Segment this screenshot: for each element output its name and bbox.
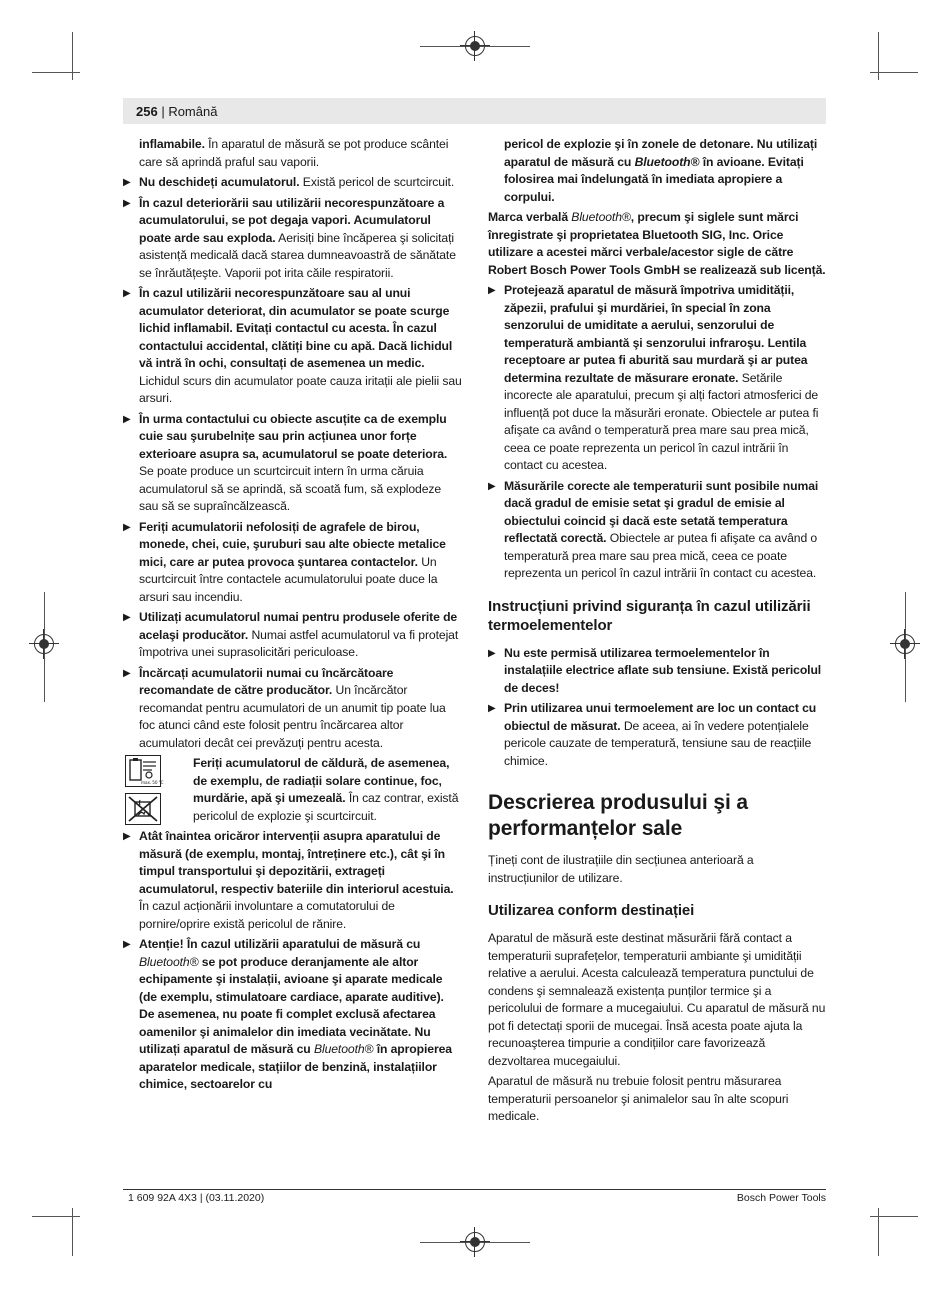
- bullet-item: ▶ Protejează aparatul de măsură împotriva umidității, zăpezii, prafului şi murdăriei, în special în zona senzorului de umiditate a aerului, senzorului de temperatură ambiantă şi senzorului infraroşu. Lentila receptoare ar putea fi aburită sau murdară şi ar putea determina rezultate de măsurare eronate. Setările incorecte ale aparatului, precum şi alți factori atmosferici de influență pot duce la măsurări eronate. Obiectele ar putea fi afişate ca având o temperatură prea mare sau prea mică, ceea ce poate reprezenta un pericol în cazul intrării în contact cu acestea.: [488, 282, 826, 475]
- section-heading: Instrucțiuni privind siguranța în cazul utilizării termoelementelor: [488, 597, 811, 634]
- bullet-item: ▶ În urma contactului cu obiecte ascuțite ca de exemplu cuie sau şurubelnițe sau prin acțiunea unor forțe exterioare asupra sa, acumulatorul se poate deteriora. Se poate produce un scurtcircuit intern în urma căruia acumulatorul să se aprindă, să scoată fum, să explodeze sau să se supraîncălzească.: [123, 411, 462, 516]
- paragraph: Marca verbală Bluetooth®, precum şi siglele sunt mărci înregistrate şi proprietatea Bluetooth SIG, Inc. Orice utilizare a acestei mărci verbale/acestor sigle de către Robert Bosch Power Tools GmbH se realizează sub licență.: [488, 210, 826, 277]
- footer-divider: [123, 1189, 826, 1190]
- left-column: [123, 136, 462, 1097]
- registration-mark-icon: [34, 634, 54, 654]
- crop-mark: [32, 1216, 80, 1217]
- bullet-item: ▶ În cazul deteriorării sau utilizării necorespunzătoare a acumulatorului, se pot degaja vapori. Acumulatorul poate arde sau exploda. Aerisiți bine încăperea şi solicitați asistență medicală dacă starea dumneavoastră de sănătate se înrăutățeşte. Vaporii pot irita căile respiratorii.: [123, 195, 462, 283]
- registration-mark-icon: [465, 36, 485, 56]
- heat-warning-icon: [125, 755, 164, 787]
- crop-mark: [870, 1216, 918, 1217]
- registration-mark-icon: [895, 634, 915, 654]
- bullet-item: ▶ Atenție! În cazul utilizării aparatului de măsură cu Bluetooth® se pot produce deranjamente ale altor echipamente şi instalații, avioane şi aparate medicale (de exemplu, stimulatoare cardiace, aparate auditive). De asemenea, nu poate fi complet exclusă afectarea oamenilor şi animalelor din imediata vecinătate. Nu utilizați aparatul de măsură cu Bluetooth® în apropierea aparatelor medicale, stațiilor de benzină, instalațiilor chimice, sectoarelor cu: [123, 936, 462, 1094]
- paragraph: Aparatul de măsură este destinat măsurării fără contact a temperaturii suprafețelor, temperaturii ambiante şi umidității relative a aerului. Acesta calculează temperatura punctului de condens şi semnalează existența punților termice şi a pericolului de formare a mucegaiului. Cu aparatul de măsură nu pot fi detectați sporii de mucegai. Însă acesta poate ajuta la recunoaşterea timpurie a condițiilor care favorizează dezvoltarea mucegaiului.: [488, 931, 826, 1068]
- bullet-item: ▶ Încărcați acumulatorii numai cu încărcătoare recomandate de către producător. Un încărcător recomandat pentru acumulatori de un anumit tip poate lua foc atunci când este folosit pentru încărcarea altor acumulatori decât cei prevăzuți pentru acesta.: [123, 665, 462, 753]
- bullet-item: ▶ Prin utilizarea unui termoelement are loc un contact cu obiectul de măsurat. De aceea, ai în vedere potențialele pericole cauzate de temperatură, tensiune sau de reacțiile chimice.: [488, 700, 826, 770]
- bullet-item: ▶ Utilizați acumulatorul numai pentru produsele oferite de acelaşi producător. Numai astfel acumulatorul va fi protejat împotriva unei suprasolicitări periculoase.: [123, 609, 462, 662]
- bullet-item: ▶ Atât înaintea oricăror intervenții asupra aparatului de măsură (de exemplu, montaj, întreținere etc.), cât şi în timpul transportului şi depozitării, extrageți acumulatorul, respectiv bateriile din interiorul acestuia. În cazul acționării involuntare a comutatorului de pornire/oprire există pericolul de rănire.: [123, 828, 462, 933]
- paragraph: Țineți cont de ilustrațiile din secțiunea anterioară a instrucțiunilor de utilizare.: [488, 853, 754, 885]
- language-label: Română: [168, 104, 218, 119]
- footer-doc-id: 1 609 92A 4X3 | (03.11.2020): [128, 1192, 265, 1204]
- no-water-fire-icon: [125, 793, 161, 825]
- chapter-heading: Descrierea produsului şi a performanțelor sale: [488, 791, 749, 840]
- right-column: [488, 136, 826, 1129]
- bullet-item: ▶ Feriți acumulatorii nefolosiți de agrafele de birou, monede, chei, cuie, şuruburi sau alte obiecte metalice mici, care ar putea provoca şuntarea contactelor. Un scurtcircuit între contactele acumulatorului poate duce la arsuri sau incendiu.: [123, 519, 462, 607]
- crop-mark: [870, 72, 918, 73]
- bullet-item: ▶ În cazul utilizării necorespunzătoare sau al unui acumulator deteriorat, din acumulator se poate scurge lichid inflamabil. Evitați contactul cu acesta. În cazul contactului accidental, clătiți bine cu apă. Dacă lichidul vă intră în ochi, consultați de asemenea un medic. Lichidul scurs din acumulator poate cauza iritații ale pielii sau arsuri.: [123, 285, 462, 408]
- bullet-item: ▶ Măsurările corecte ale temperaturii sunt posibile numai dacă gradul de emisie setat şi gradul de emisie al obiectului coincid şi dacă este setată temperatura reflectată corectă. Obiectele ar putea fi afişate ca având o temperatură prea mare sau prea mică, ceea ce poate reprezenta un pericol în cazul intrării în contact cu acestea.: [488, 478, 826, 583]
- bullet-item: ▶ Nu este permisă utilizarea termoelementelor în instalațiile electrice aflate sub tensiune. Există pericolul de deces!: [488, 645, 826, 698]
- max-temp-label: max. 50 °C: [141, 780, 164, 785]
- paragraph: Aparatul de măsură nu trebuie folosit pentru măsurarea temperaturii persoanelor şi animalelor sau în alte scopuri medicale.: [488, 1074, 789, 1123]
- page-header: [123, 98, 826, 124]
- paragraph: pericol de explozie şi în zonele de detonare. Nu utilizați aparatul de măsură cu Bluetooth® în avioane. Evitați folosirea mai îndelungată în imediata apropiere a corpului.: [504, 137, 818, 204]
- paragraph: inflamabile. În aparatul de măsură se pot produce scântei care să aprindă praful sau vaporii.: [139, 137, 449, 169]
- section-heading: Utilizarea conform destinației: [488, 902, 695, 919]
- registration-mark-icon: [465, 1232, 485, 1252]
- crop-mark: [32, 72, 80, 73]
- footer-brand: Bosch Power Tools: [736, 1192, 826, 1204]
- header-text: 256 | Română: [136, 104, 218, 119]
- bullet-item: ▶ Nu deschideți acumulatorul. Există pericol de scurtcircuit.: [123, 174, 462, 192]
- page-number: 256: [136, 104, 158, 119]
- icon-warning-item: max. 50 °C Feriți acumulatorul de căldură, de asemenea, de exemplu, de radiații solare continue, foc, murdărie, apă şi umezeală. În caz contrar, există pericolul de explozie şi scurtcircuit.: [123, 755, 462, 825]
